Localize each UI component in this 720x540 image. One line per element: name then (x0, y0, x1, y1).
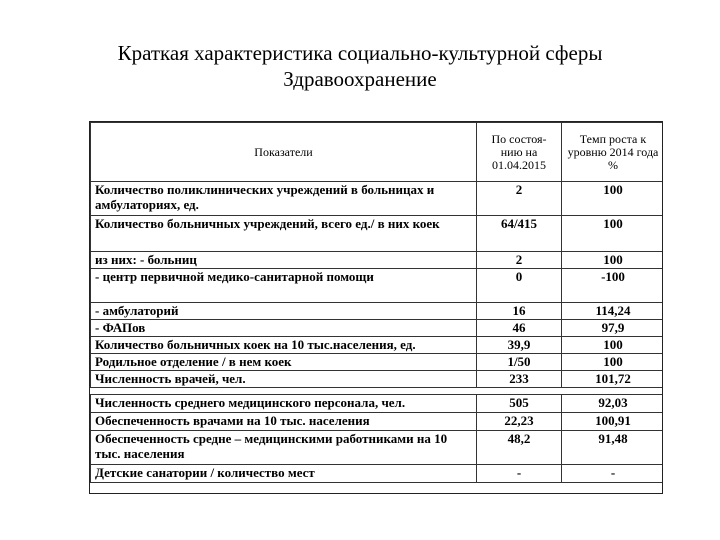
health-table-image (89, 121, 663, 494)
row-value: 46 (477, 320, 562, 337)
row-value: 2 (477, 252, 562, 269)
row-value: 22,23 (477, 413, 562, 431)
health-indicators-table (90, 122, 663, 483)
table-row (91, 216, 664, 252)
table-row (91, 431, 664, 465)
row-value: 48,2 (477, 431, 562, 465)
row-value: 16 (477, 303, 562, 320)
table-row (91, 371, 664, 388)
row-growth: 114,24 (562, 303, 664, 320)
row-label: Количество поликлинических учреждений в больницах и амбулаториях, ед. (91, 182, 477, 216)
row-growth: 92,03 (562, 395, 664, 413)
row-label: Детские санатории / количество мест (91, 465, 477, 483)
row-value: 39,9 (477, 337, 562, 354)
row-label: из них: - больниц (91, 252, 477, 269)
row-value: - (477, 465, 562, 483)
table-row (91, 252, 664, 269)
table-row (91, 269, 664, 303)
row-growth: 100 (562, 354, 664, 371)
row-value: 233 (477, 371, 562, 388)
row-label: Численность среднего медицинского персонала, чел. (91, 395, 477, 413)
table-row (91, 354, 664, 371)
row-growth: 100 (562, 337, 664, 354)
row-growth: 100 (562, 216, 664, 252)
header-state: По состоя-нию на 01.04.2015 (477, 123, 562, 182)
slide-title-line1: Краткая характеристика социально-культурной сферы (117, 41, 603, 65)
table-row (91, 395, 664, 413)
table-header-row (91, 123, 664, 182)
table-row (91, 303, 664, 320)
table-row (91, 413, 664, 431)
row-label: Количество больничных коек на 10 тыс.населения, ед. (91, 337, 477, 354)
row-growth: -100 (562, 269, 664, 303)
row-growth: 97,9 (562, 320, 664, 337)
row-label: Обеспеченность средне – медицинскими работниками на 10 тыс. населения (91, 431, 477, 465)
row-label: Численность врачей, чел. (91, 371, 477, 388)
row-label: Родильное отделение / в нем коек (91, 354, 477, 371)
table-row (91, 182, 664, 216)
row-label: - ФАПов (91, 320, 477, 337)
row-growth: 101,72 (562, 371, 664, 388)
table-row (91, 337, 664, 354)
slide-title (0, 40, 720, 92)
row-growth: 100,91 (562, 413, 664, 431)
row-value: 0 (477, 269, 562, 303)
row-growth: 91,48 (562, 431, 664, 465)
row-label: - центр первичной медико-санитарной помощи (91, 269, 477, 303)
row-value: 1/50 (477, 354, 562, 371)
row-value: 64/415 (477, 216, 562, 252)
row-value: 2 (477, 182, 562, 216)
header-growth: Темп роста к уровню 2014 года % (562, 123, 664, 182)
row-label: - амбулаторий (91, 303, 477, 320)
row-growth: - (562, 465, 664, 483)
row-label: Количество больничных учреждений, всего ед./ в них коек (91, 216, 477, 252)
header-indicators: Показатели (91, 123, 477, 182)
row-value: 505 (477, 395, 562, 413)
table-row (91, 465, 664, 483)
row-label: Обеспеченность врачами на 10 тыс. населения (91, 413, 477, 431)
slide-title-line2: Здравоохранение (283, 67, 437, 91)
row-growth: 100 (562, 252, 664, 269)
row-growth: 100 (562, 182, 664, 216)
table-gap (91, 388, 664, 395)
table-row (91, 320, 664, 337)
